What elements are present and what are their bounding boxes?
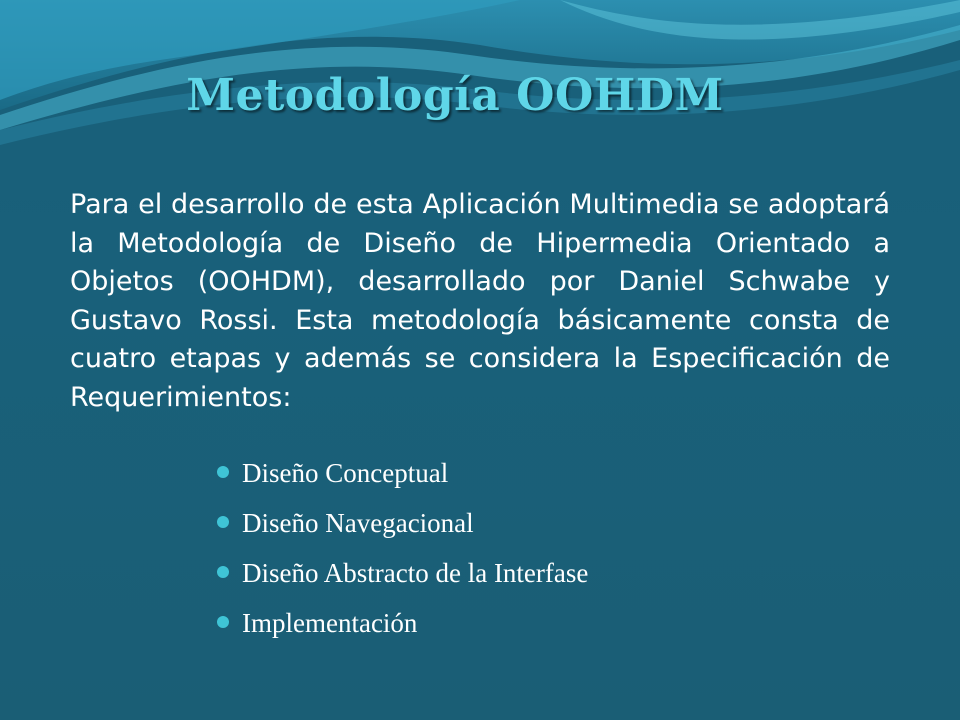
bullet-label: Implementación	[242, 608, 418, 638]
body-paragraph: Para el desarrollo de esta Aplicación Multimedia se adoptará la Metodología de Diseño de Hipermedia Orientado a Objetos (OOHDM), desarrollado por Daniel Schwabe y Gustavo Rossi. Esta metodología básicamente consta de cuatro etapas y además se considera la Especificación de Requerimientos:	[70, 189, 890, 413]
bullet-dot-icon	[217, 466, 229, 478]
bullet-label: Diseño Navegacional	[242, 508, 474, 538]
bullet-item	[215, 598, 588, 648]
bullet-label: Diseño Abstracto de la Interfase	[242, 558, 589, 588]
bullet-dot-icon	[217, 616, 229, 628]
bullet-list	[215, 448, 588, 648]
bullet-dot-icon	[217, 516, 229, 528]
bullet-item	[215, 498, 588, 548]
bullet-item	[215, 548, 588, 598]
bullet-dot-icon	[217, 566, 229, 578]
bullet-label: Diseño Conceptual	[242, 458, 449, 488]
bullet-item	[215, 448, 588, 498]
slide-title: Metodología OOHDM	[186, 70, 724, 121]
